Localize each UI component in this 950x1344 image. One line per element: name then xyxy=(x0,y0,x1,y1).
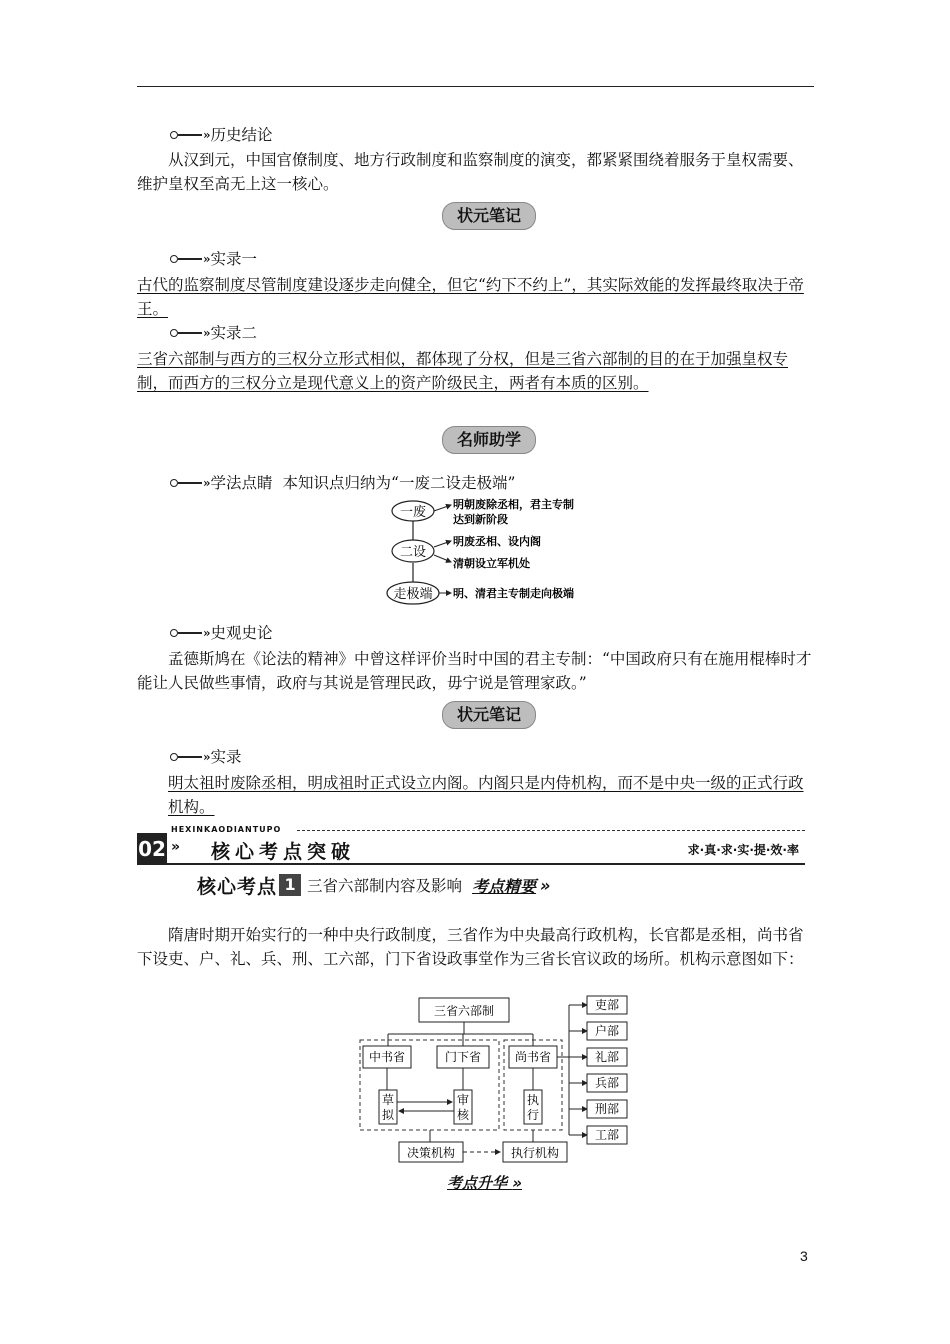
heading-text: 史观史论 xyxy=(210,624,273,642)
mindmap-node-2-label: 二设 xyxy=(399,545,427,560)
section-base-rule xyxy=(167,863,805,865)
section-slogan: 求·真·求·实·提·效·率 xyxy=(687,843,799,857)
mindmap-diagram xyxy=(385,494,625,606)
org-chart xyxy=(355,994,635,1164)
mindmap-node-2-item-1: 明废丞相、设内阁 xyxy=(453,535,541,548)
badge-teacher-help: 名师助学 xyxy=(442,426,536,454)
study-tip-text: 本知识点归纳为“一废二设走极端” xyxy=(282,474,516,492)
heading-record-1 xyxy=(170,248,257,270)
bullet-arrow-icon: » xyxy=(170,253,209,265)
org-decision-label: 决策机构 xyxy=(406,1146,456,1160)
key-point-tag: 考点精要 xyxy=(472,876,537,896)
mindmap-node-1-item-1: 明朝废除丞相，君主专制 xyxy=(453,498,574,511)
ministry-item: 刑部 xyxy=(594,1102,620,1116)
org-draft-label: 草拟 xyxy=(381,1093,395,1122)
ministry-item: 兵部 xyxy=(594,1076,620,1090)
bullet-arrow-icon: » xyxy=(170,477,209,489)
record-1-paragraph xyxy=(137,273,814,321)
org-exec-org-label: 执行机构 xyxy=(510,1146,560,1160)
record-2-paragraph xyxy=(137,347,814,395)
ministry-list xyxy=(569,996,627,1144)
section-title: 核心考点突破 xyxy=(211,841,356,863)
key-point-desc: 三省六部制内容及影响 xyxy=(307,877,463,895)
ministry-item: 吏部 xyxy=(594,998,620,1012)
conclusion-paragraph: 从汉到元，中国官僚制度、地方行政制度和监察制度的演变，都紧紧围绕着服务于皇权需要、维护皇权至高无上这一核心。 xyxy=(137,151,804,193)
bullet-arrow-icon: » xyxy=(170,751,209,763)
record-3-paragraph xyxy=(137,771,814,819)
record-3-text: 明太祖时废除丞相，明成祖时正式设立内阁。内阁只是内侍机构，而不是中央一级的正式行政机构。 xyxy=(168,774,804,816)
heading-text: 学法点睛 xyxy=(210,474,273,492)
ministry-item: 礼部 xyxy=(594,1050,620,1064)
chevron-right-icon: » xyxy=(512,1174,522,1192)
heading-record-2 xyxy=(170,322,257,344)
key-point-number: 1 xyxy=(279,874,301,896)
ministry-item: 户部 xyxy=(594,1024,620,1038)
section-dashed-rule xyxy=(297,830,805,831)
chevron-right-icon: » xyxy=(540,875,551,895)
mindmap-node-3-item-1: 明、清君主专制走向极端 xyxy=(453,587,574,600)
mindmap-node-3-label: 走极端 xyxy=(393,587,433,602)
heading-text: 实录二 xyxy=(210,324,258,342)
bullet-arrow-icon: » xyxy=(170,327,209,339)
heading-record-3 xyxy=(170,746,242,768)
section-pinyin: HEXINKAODIANTUPO xyxy=(171,825,282,834)
mindmap-node-1-label: 一废 xyxy=(399,505,427,520)
badge-top-scholar-notes-2: 状元笔记 xyxy=(442,701,536,729)
org-execute-label: 执行 xyxy=(526,1093,540,1122)
ministry-item: 工部 xyxy=(594,1128,620,1142)
key-point-row xyxy=(197,871,550,899)
section-band xyxy=(137,825,805,865)
heading-history-conclusion xyxy=(170,124,273,146)
upgrade-tag-text: 考点升华 xyxy=(447,1174,508,1192)
bullet-arrow-icon: » xyxy=(170,627,209,639)
org-zhongshu-label: 中书省 xyxy=(368,1050,406,1064)
bullet-arrow-icon: » xyxy=(170,129,209,141)
mindmap-node-2-item-2: 清朝设立军机处 xyxy=(453,557,530,570)
heading-study-tip xyxy=(170,472,515,494)
record-1-text: 古代的监察制度尽管制度建设逐步走向健全，但它“约下不约上”，其实际效能的发挥最终取决于帝王。 xyxy=(137,276,804,318)
record-2-text: 三省六部制与西方的三权分立形式相似，都体现了分权，但是三省六部制的目的在于加强皇权专制，而西方的三权分立是现代意义上的资产阶级民主，两者有本质的区别。 xyxy=(137,350,789,392)
badge-top-scholar-notes: 状元笔记 xyxy=(442,202,536,230)
section-number: 02 xyxy=(137,833,167,865)
org-root-label: 三省六部制 xyxy=(433,1004,495,1018)
history-view-paragraph: 孟德斯鸠在《论法的精神》中曾这样评价当时中国的君主专制：“中国政府只有在施用棍棒时才能让人民做些事情，政府与其说是管理民政，毋宁说是管理家政。” xyxy=(137,650,812,692)
mindmap-node-1-item-2: 达到新阶段 xyxy=(453,513,508,526)
header-rule xyxy=(137,86,814,87)
heading-history-view xyxy=(170,622,273,644)
heading-text: 实录 xyxy=(210,748,242,766)
intro-paragraph: 隋唐时期开始实行的一种中央行政制度，三省作为中央最高行政机构，长官都是丞相，尚书省下设吏、户、礼、兵、刑、工六部，门下省设政事堂作为三省长官议政的场所。机构示意图如下： xyxy=(137,926,804,968)
org-shangshu-label: 尚书省 xyxy=(514,1050,552,1064)
heading-text: 实录一 xyxy=(210,250,258,268)
heading-text: 历史结论 xyxy=(210,126,273,144)
org-menxia-label: 门下省 xyxy=(444,1050,482,1064)
upgrade-tag xyxy=(447,1172,522,1193)
key-point-label: 核心考点 xyxy=(197,875,278,898)
org-review-label: 审核 xyxy=(456,1093,470,1122)
page-number: 3 xyxy=(800,1248,808,1264)
chevron-right-icon: » xyxy=(171,839,181,855)
